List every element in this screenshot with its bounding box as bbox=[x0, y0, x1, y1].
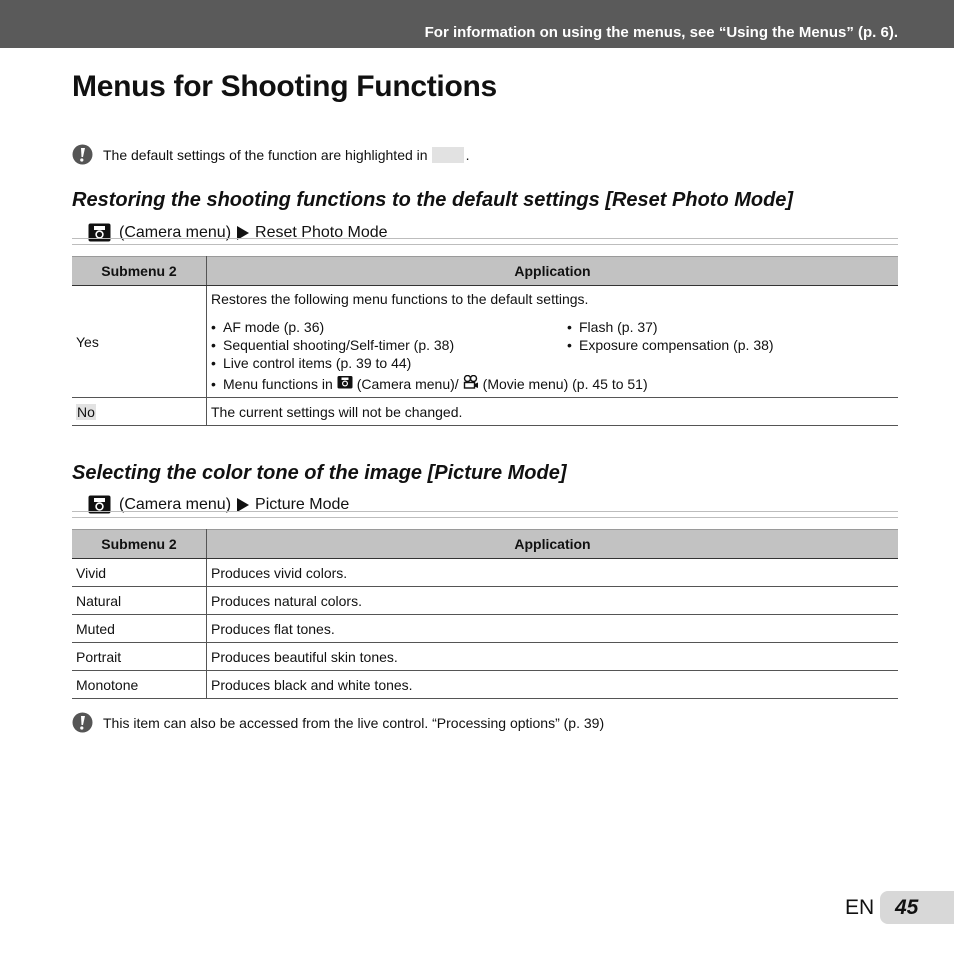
option-no: No bbox=[72, 398, 207, 426]
no-application: The current settings will not be changed. bbox=[207, 398, 899, 426]
col-application: Application bbox=[207, 530, 899, 559]
option-application: Produces natural colors. bbox=[207, 587, 899, 615]
page-number: 45 bbox=[895, 896, 919, 919]
col-submenu: Submenu 2 bbox=[72, 257, 207, 286]
table-header-row bbox=[72, 530, 898, 559]
table-row bbox=[72, 615, 898, 643]
page-title: Menus for Shooting Functions bbox=[72, 70, 497, 103]
option-application: Produces flat tones. bbox=[207, 615, 899, 643]
section-reset-heading: Restoring the shooting functions to the default settings [Reset Photo Mode] bbox=[72, 189, 794, 211]
note-live-text: This item can also be accessed from the live control. “Processing options” (p. 39) bbox=[103, 714, 605, 731]
table-row bbox=[72, 559, 898, 587]
note-default-text: The default settings of the function are highlighted in bbox=[103, 146, 428, 163]
caution-icon bbox=[72, 144, 93, 165]
table-row bbox=[72, 587, 898, 615]
note-default bbox=[72, 144, 469, 165]
arrow-right-icon bbox=[237, 498, 249, 512]
option-label: Portrait bbox=[72, 643, 207, 671]
table-row bbox=[72, 671, 898, 699]
caution-icon bbox=[72, 712, 93, 733]
section-rule bbox=[72, 238, 898, 245]
option-application: Produces vivid colors. bbox=[207, 559, 899, 587]
list-item: • Live control items (p. 39 to 44) bbox=[211, 355, 412, 371]
language-label: EN bbox=[845, 896, 875, 919]
reset-table bbox=[72, 256, 898, 426]
movie-icon bbox=[463, 375, 479, 389]
list-item: • Exposure compensation (p. 38) bbox=[567, 337, 774, 353]
yes-intro: Restores the following menu functions to the default settings. bbox=[211, 291, 589, 307]
note-live-control bbox=[72, 712, 604, 733]
section-picture-heading: Selecting the color tone of the image [Picture Mode] bbox=[72, 462, 567, 484]
camera-menu-label: (Camera menu) bbox=[119, 223, 232, 241]
default-highlight-swatch bbox=[432, 147, 464, 163]
note-default-end: . bbox=[465, 146, 470, 163]
list-item: • Sequential shooting/Self-timer (p. 38) bbox=[211, 337, 455, 353]
option-yes: Yes bbox=[72, 286, 207, 398]
option-label: Vivid bbox=[72, 559, 207, 587]
header-info: For information on using the menus, see “Using the Menus” (p. 6). bbox=[424, 24, 898, 41]
reset-photo-mode-label: Reset Photo Mode bbox=[255, 223, 388, 241]
option-label: Natural bbox=[72, 587, 207, 615]
list-item: • AF mode (p. 36) bbox=[211, 319, 325, 335]
section-rule bbox=[72, 511, 898, 518]
option-label: Muted bbox=[72, 615, 207, 643]
list-item: • Menu functions in (Camera menu)/ (Movie menu) (p. 45 to 51) bbox=[211, 376, 648, 392]
picture-table bbox=[72, 529, 898, 699]
col-application: Application bbox=[207, 257, 899, 286]
table-header-row bbox=[72, 257, 898, 286]
header-bar bbox=[0, 0, 954, 48]
table-row bbox=[72, 286, 898, 398]
picture-mode-label: Picture Mode bbox=[255, 495, 350, 513]
option-application: Produces beautiful skin tones. bbox=[207, 643, 899, 671]
yes-bullets bbox=[211, 318, 894, 372]
camera-menu-label: (Camera menu) bbox=[119, 495, 232, 513]
option-label: Monotone bbox=[72, 671, 207, 699]
option-application: Produces black and white tones. bbox=[207, 671, 899, 699]
col-submenu: Submenu 2 bbox=[72, 530, 207, 559]
table-row bbox=[72, 398, 898, 426]
list-item: • Flash (p. 37) bbox=[567, 319, 658, 335]
camera-icon bbox=[337, 375, 353, 389]
yes-application bbox=[207, 286, 899, 398]
table-row bbox=[72, 643, 898, 671]
